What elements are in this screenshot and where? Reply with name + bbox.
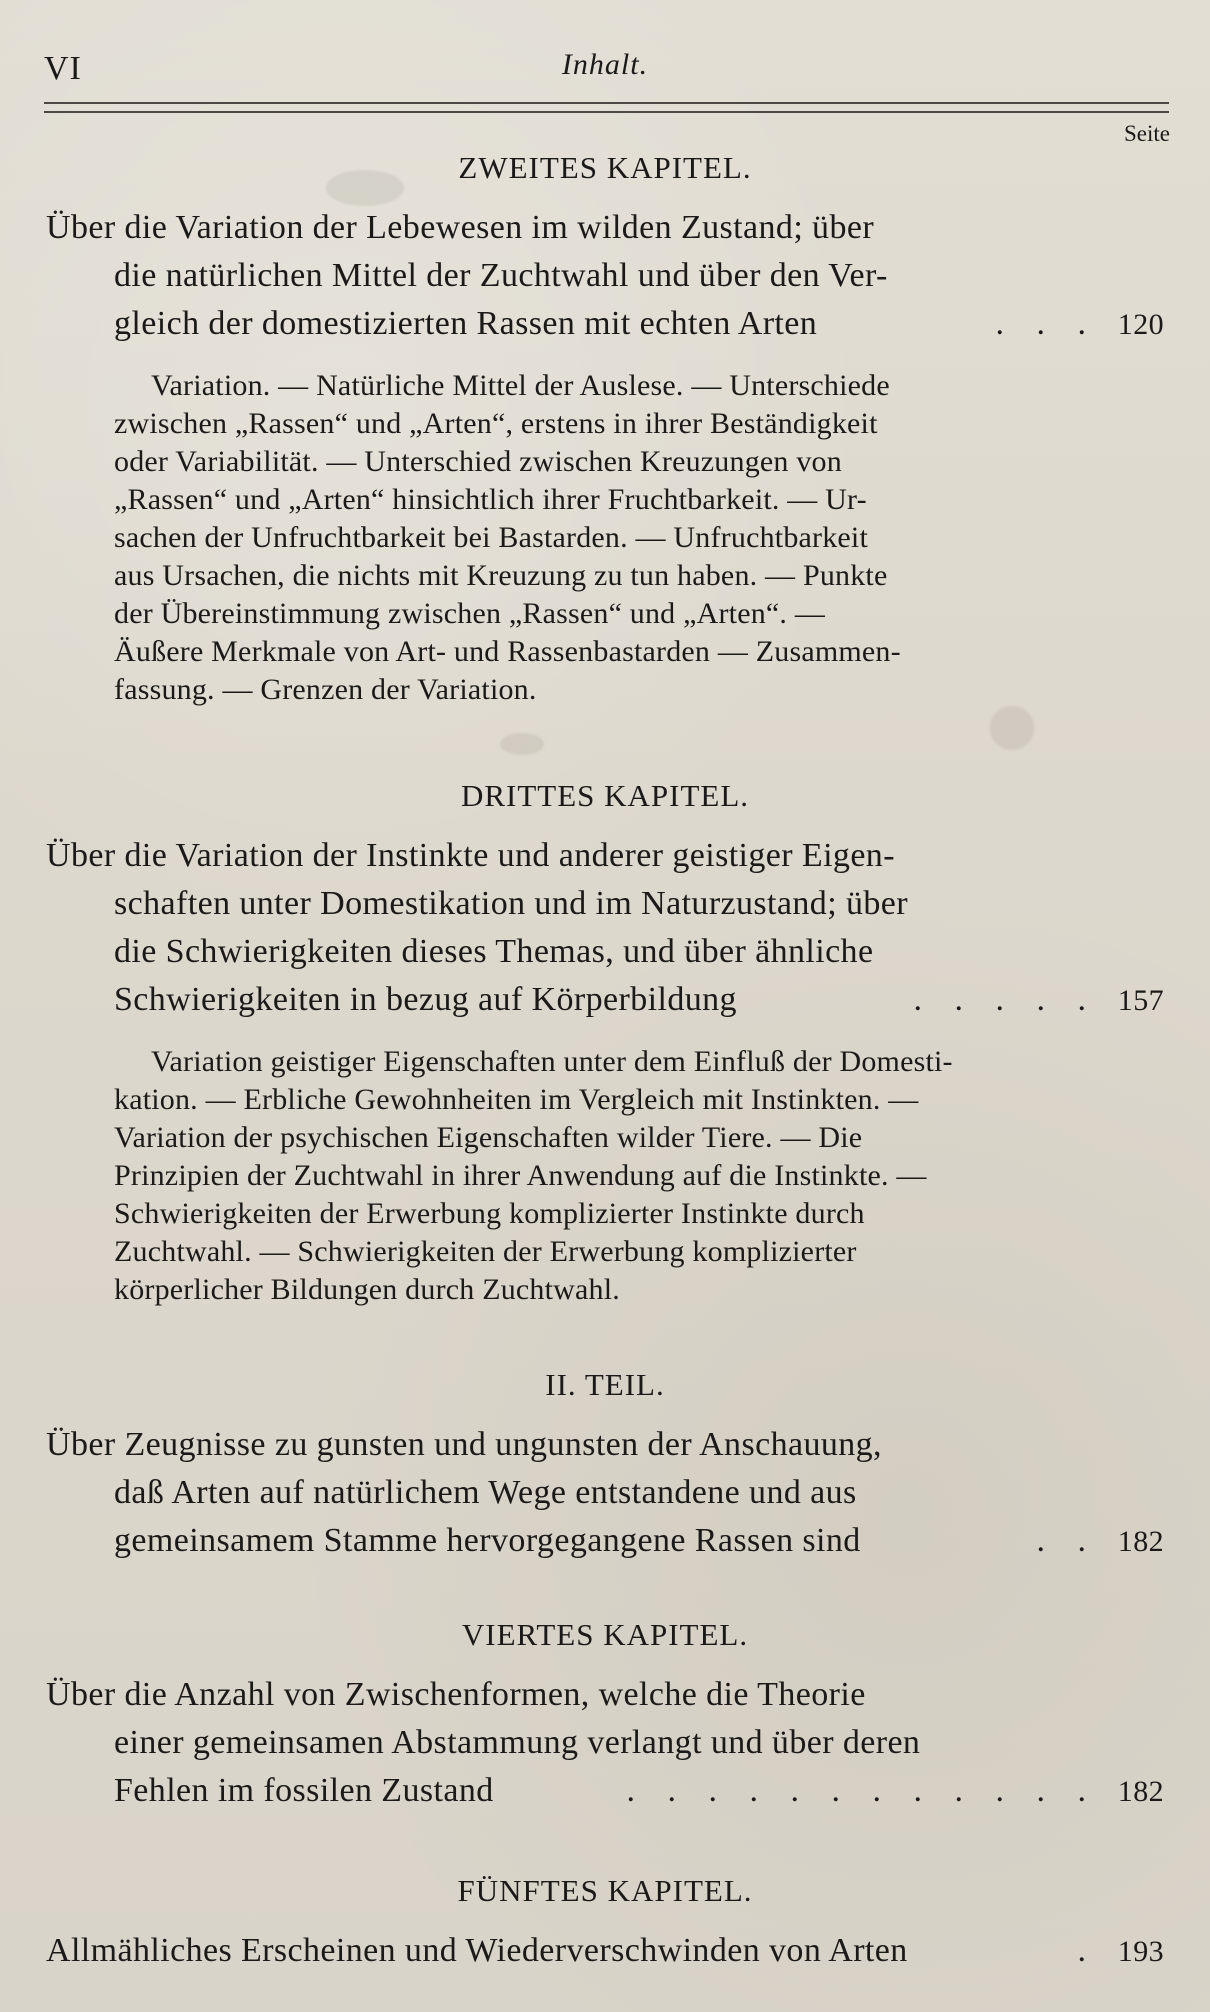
entry-last-line xyxy=(46,976,1164,1025)
entry-last-line xyxy=(46,1927,1164,1976)
summary-line: Zuchtwahl. — Schwierigkeiten der Erwerbung komplizierter xyxy=(114,1235,857,1268)
page-smudge xyxy=(990,706,1034,750)
page-number: 157 xyxy=(1117,984,1164,1017)
chapter-heading: ZWEITES KAPITEL. xyxy=(458,150,752,185)
leader-dots: . . . . . . . . . . . . xyxy=(626,1772,1098,1809)
part-section-2 xyxy=(46,1367,1164,1566)
toc-entry[interactable] xyxy=(46,1927,1164,1976)
chapter-section-4 xyxy=(46,1617,1164,1816)
page-smudge xyxy=(500,733,544,755)
page-number: 193 xyxy=(1117,1935,1164,1968)
entry-line: Über die Variation der Instinkte und anderer geistiger Eigen- xyxy=(46,837,895,874)
summary-line: sachen der Unfruchtbarkeit bei Bastarden. — Unfruchtbarkeit xyxy=(114,521,869,554)
entry-line: Allmähliches Erscheinen und Wiederverschwinden von Arten xyxy=(46,1932,908,1969)
summary-line: Variation der psychischen Eigenschaften wilder Tiere. — Die xyxy=(114,1121,863,1154)
header-rule-bottom xyxy=(44,111,1169,113)
toc-entry[interactable] xyxy=(46,1421,1164,1566)
chapter-heading: FÜNFTES KAPITEL. xyxy=(457,1873,753,1908)
page-number: 120 xyxy=(1117,308,1164,341)
page-header-title: Inhalt. xyxy=(561,48,649,81)
summary-line: der Übereinstimmung zwischen „Rassen“ und „Arten“. — xyxy=(114,597,826,630)
entry-line: gemeinsamem Stamme hervorgegangene Rassen sind xyxy=(114,1522,861,1559)
entry-line: die natürlichen Mittel der Zuchtwahl und über den Ver- xyxy=(114,257,888,294)
entry-line: einer gemeinsamen Abstammung verlangt und über deren xyxy=(114,1724,921,1761)
summary-line: Prinzipien der Zuchtwahl in ihrer Anwendung auf die Instinkte. — xyxy=(114,1159,927,1192)
entry-line: Über Zeugnisse zu gunsten und ungunsten der Anschauung, xyxy=(46,1426,882,1463)
page-number-roman: VI xyxy=(44,50,82,87)
summary-line: „Rassen“ und „Arten“ hinsichtlich ihrer Fruchtbarkeit. — Ur- xyxy=(114,483,867,516)
chapter-section-2 xyxy=(46,150,1164,709)
toc-entry[interactable] xyxy=(46,832,1164,1025)
summary-line: aus Ursachen, die nichts mit Kreuzung zu tun haben. — Punkte xyxy=(114,559,888,592)
leader-dots: . . . xyxy=(995,305,1098,342)
summary-line: oder Variabilität. — Unterschied zwischen Kreuzungen von xyxy=(114,445,842,478)
chapter-heading: VIERTES KAPITEL. xyxy=(461,1617,749,1652)
chapter-section-3 xyxy=(46,778,1164,1309)
page-number: 182 xyxy=(1117,1525,1164,1558)
summary-line: Schwierigkeiten der Erwerbung komplizierter Instinkte durch xyxy=(114,1197,865,1230)
entry-line: gleich der domestizierten Rassen mit echten Arten xyxy=(114,305,818,342)
leader-dots: . . xyxy=(1036,1522,1098,1559)
leader-dots: . . . . . xyxy=(913,981,1098,1018)
seite-label: Seite xyxy=(1124,121,1170,146)
entry-line: Über die Anzahl von Zwischenformen, welche die Theorie xyxy=(46,1676,866,1713)
chapter-section-5 xyxy=(46,1873,1164,1976)
entry-line: daß Arten auf natürlichem Wege entstandene und aus xyxy=(114,1474,857,1511)
summary-line: kation. — Erbliche Gewohnheiten im Vergleich mit Instinkten. — xyxy=(114,1083,919,1116)
summary-line: fassung. — Grenzen der Variation. xyxy=(114,673,537,706)
toc-entry[interactable] xyxy=(46,1671,1164,1816)
entry-line: Über die Variation der Lebewesen im wilden Zustand; über xyxy=(46,209,875,246)
toc-entry[interactable] xyxy=(46,204,1164,349)
entry-last-line xyxy=(46,1767,1164,1816)
entry-line: Schwierigkeiten in bezug auf Körperbildung xyxy=(114,981,737,1018)
entry-line: die Schwierigkeiten dieses Themas, und über ähnliche xyxy=(114,933,874,970)
summary-line: Variation geistiger Eigenschaften unter dem Einfluß der Domesti- xyxy=(151,1045,953,1078)
entry-line: Fehlen im fossilen Zustand xyxy=(114,1772,494,1809)
header-rule-top xyxy=(44,102,1169,104)
summary-line: Variation. — Natürliche Mittel der Auslese. — Unterschiede xyxy=(151,369,890,402)
leader-dots: . xyxy=(1077,1932,1098,1969)
chapter-summary xyxy=(114,1043,1164,1309)
part-heading: II. TEIL. xyxy=(545,1367,665,1402)
summary-line: zwischen „Rassen“ und „Arten“, erstens in ihrer Beständigkeit xyxy=(114,407,878,440)
summary-line: Äußere Merkmale von Art- und Rassenbastarden — Zusammen- xyxy=(114,635,901,668)
page-number: 182 xyxy=(1117,1775,1164,1808)
entry-line: schaften unter Domestikation und im Naturzustand; über xyxy=(114,885,908,922)
chapter-summary xyxy=(114,367,1164,709)
entry-last-line xyxy=(46,300,1164,349)
chapter-heading: DRITTES KAPITEL. xyxy=(460,778,750,813)
summary-line: körperlicher Bildungen durch Zuchtwahl. xyxy=(114,1273,620,1306)
entry-last-line xyxy=(46,1517,1164,1566)
